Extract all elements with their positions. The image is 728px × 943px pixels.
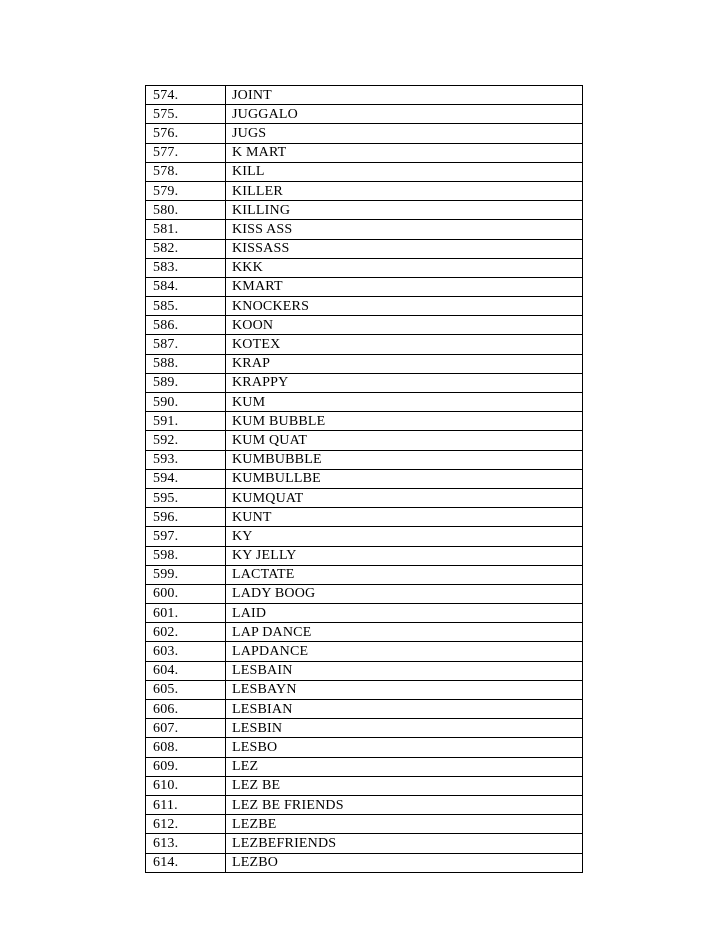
row-number-cell: 600. xyxy=(146,584,226,603)
row-number-cell: 611. xyxy=(146,795,226,814)
table-row xyxy=(146,105,583,124)
table-row xyxy=(146,642,583,661)
row-number-cell: 585. xyxy=(146,297,226,316)
table-row xyxy=(146,239,583,258)
row-number-cell: 589. xyxy=(146,373,226,392)
row-number-cell: 604. xyxy=(146,661,226,680)
table-row xyxy=(146,297,583,316)
row-number-cell: 583. xyxy=(146,258,226,277)
term-cell: LEZBEFRIENDS xyxy=(226,834,583,853)
word-list-table xyxy=(145,85,583,873)
row-number-cell: 612. xyxy=(146,815,226,834)
table-row xyxy=(146,431,583,450)
term-cell: KY JELLY xyxy=(226,546,583,565)
table-row xyxy=(146,757,583,776)
row-number-cell: 576. xyxy=(146,124,226,143)
table-row xyxy=(146,277,583,296)
row-number-cell: 575. xyxy=(146,105,226,124)
term-cell: JUGGALO xyxy=(226,105,583,124)
term-cell: LACTATE xyxy=(226,565,583,584)
row-number-cell: 613. xyxy=(146,834,226,853)
row-number-cell: 599. xyxy=(146,565,226,584)
term-cell: KRAP xyxy=(226,354,583,373)
row-number-cell: 587. xyxy=(146,335,226,354)
table-row xyxy=(146,181,583,200)
table-row xyxy=(146,124,583,143)
table-row xyxy=(146,393,583,412)
table-row xyxy=(146,354,583,373)
row-number-cell: 593. xyxy=(146,450,226,469)
table-row xyxy=(146,584,583,603)
table-row xyxy=(146,719,583,738)
term-cell: LEZ BE FRIENDS xyxy=(226,795,583,814)
row-number-cell: 596. xyxy=(146,508,226,527)
term-cell: KOON xyxy=(226,316,583,335)
term-cell: KKK xyxy=(226,258,583,277)
row-number-cell: 574. xyxy=(146,86,226,105)
term-cell: LAP DANCE xyxy=(226,623,583,642)
term-cell: KUM xyxy=(226,393,583,412)
term-cell: KUNT xyxy=(226,508,583,527)
row-number-cell: 579. xyxy=(146,181,226,200)
row-number-cell: 597. xyxy=(146,527,226,546)
table-row xyxy=(146,776,583,795)
table-row xyxy=(146,661,583,680)
row-number-cell: 610. xyxy=(146,776,226,795)
table-row xyxy=(146,546,583,565)
term-cell: JUGS xyxy=(226,124,583,143)
term-cell: LESBO xyxy=(226,738,583,757)
row-number-cell: 588. xyxy=(146,354,226,373)
table-row xyxy=(146,86,583,105)
row-number-cell: 614. xyxy=(146,853,226,872)
table-row xyxy=(146,488,583,507)
table-row xyxy=(146,623,583,642)
row-number-cell: 609. xyxy=(146,757,226,776)
row-number-cell: 595. xyxy=(146,488,226,507)
row-number-cell: 578. xyxy=(146,162,226,181)
table-row xyxy=(146,201,583,220)
term-cell: LAID xyxy=(226,604,583,623)
term-cell: LEZ BE xyxy=(226,776,583,795)
term-cell: KRAPPY xyxy=(226,373,583,392)
term-cell: KNOCKERS xyxy=(226,297,583,316)
row-number-cell: 581. xyxy=(146,220,226,239)
term-cell: JOINT xyxy=(226,86,583,105)
row-number-cell: 586. xyxy=(146,316,226,335)
term-cell: LEZBO xyxy=(226,853,583,872)
row-number-cell: 591. xyxy=(146,412,226,431)
table-row xyxy=(146,508,583,527)
table-row xyxy=(146,335,583,354)
table-row xyxy=(146,373,583,392)
term-cell: KMART xyxy=(226,277,583,296)
word-list-body xyxy=(146,86,583,873)
row-number-cell: 605. xyxy=(146,680,226,699)
term-cell: KILLER xyxy=(226,181,583,200)
term-cell: LAPDANCE xyxy=(226,642,583,661)
table-row xyxy=(146,220,583,239)
term-cell: LESBAYN xyxy=(226,680,583,699)
table-row xyxy=(146,412,583,431)
term-cell: KISS ASS xyxy=(226,220,583,239)
table-row xyxy=(146,853,583,872)
table-row xyxy=(146,834,583,853)
table-row xyxy=(146,258,583,277)
term-cell: LEZ xyxy=(226,757,583,776)
term-cell: K MART xyxy=(226,143,583,162)
term-cell: KUMBULLBE xyxy=(226,469,583,488)
table-row xyxy=(146,162,583,181)
row-number-cell: 607. xyxy=(146,719,226,738)
row-number-cell: 601. xyxy=(146,604,226,623)
table-row xyxy=(146,469,583,488)
term-cell: LADY BOOG xyxy=(226,584,583,603)
table-row xyxy=(146,450,583,469)
term-cell: KUM QUAT xyxy=(226,431,583,450)
row-number-cell: 603. xyxy=(146,642,226,661)
term-cell: KY xyxy=(226,527,583,546)
row-number-cell: 594. xyxy=(146,469,226,488)
table-row xyxy=(146,143,583,162)
table-row xyxy=(146,795,583,814)
term-cell: KUMBUBBLE xyxy=(226,450,583,469)
term-cell: LESBIAN xyxy=(226,700,583,719)
table-row xyxy=(146,815,583,834)
table-row xyxy=(146,565,583,584)
table-row xyxy=(146,527,583,546)
row-number-cell: 580. xyxy=(146,201,226,220)
row-number-cell: 577. xyxy=(146,143,226,162)
term-cell: KUM BUBBLE xyxy=(226,412,583,431)
term-cell: KUMQUAT xyxy=(226,488,583,507)
term-cell: LESBAIN xyxy=(226,661,583,680)
term-cell: KOTEX xyxy=(226,335,583,354)
row-number-cell: 602. xyxy=(146,623,226,642)
row-number-cell: 590. xyxy=(146,393,226,412)
row-number-cell: 592. xyxy=(146,431,226,450)
term-cell: LEZBE xyxy=(226,815,583,834)
term-cell: KISSASS xyxy=(226,239,583,258)
row-number-cell: 584. xyxy=(146,277,226,296)
row-number-cell: 598. xyxy=(146,546,226,565)
row-number-cell: 606. xyxy=(146,700,226,719)
table-row xyxy=(146,738,583,757)
term-cell: LESBIN xyxy=(226,719,583,738)
table-row xyxy=(146,604,583,623)
table-row xyxy=(146,700,583,719)
row-number-cell: 582. xyxy=(146,239,226,258)
table-row xyxy=(146,316,583,335)
term-cell: KILL xyxy=(226,162,583,181)
table-row xyxy=(146,680,583,699)
term-cell: KILLING xyxy=(226,201,583,220)
row-number-cell: 608. xyxy=(146,738,226,757)
